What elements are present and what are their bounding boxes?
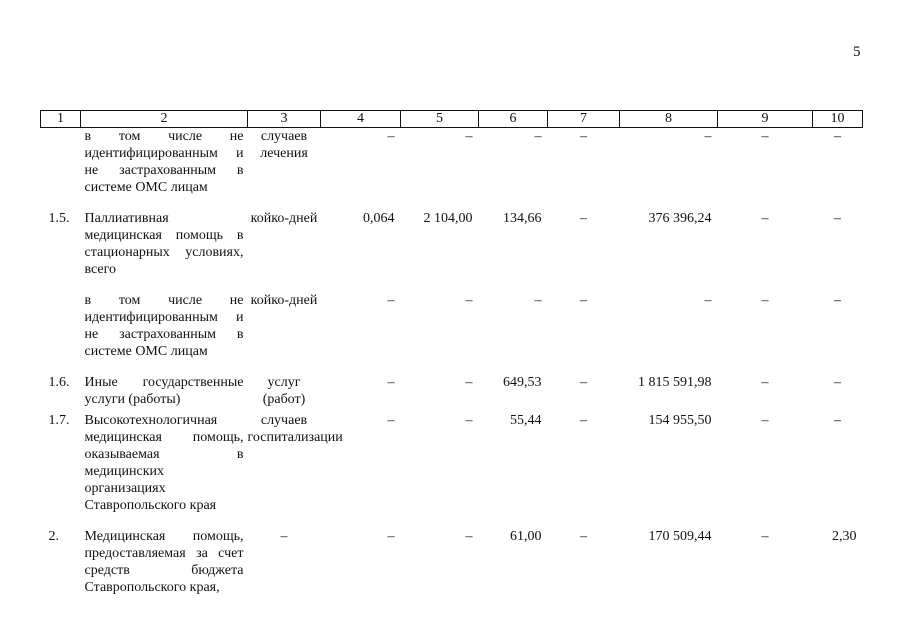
table-row xyxy=(41,412,863,514)
row-value-6: – xyxy=(534,129,542,144)
row-value-10: 2,30 xyxy=(832,529,857,544)
header-cell: 7 xyxy=(548,111,620,128)
row-number xyxy=(41,128,81,197)
row-value-7: – xyxy=(580,529,587,544)
row-value-5: – xyxy=(465,413,473,428)
row-value-8: 1 815 591,98 xyxy=(638,375,712,390)
row-value-5: – xyxy=(465,293,473,308)
row-value-10: – xyxy=(834,293,841,308)
row-value-9: – xyxy=(761,529,769,544)
table-row xyxy=(41,128,863,197)
row-value-7: – xyxy=(580,211,587,226)
table-row xyxy=(41,210,863,278)
row-value-7: – xyxy=(580,293,587,308)
row-value-10: – xyxy=(834,375,841,390)
header-cell: 4 xyxy=(321,111,401,128)
row-value-8: – xyxy=(704,129,712,144)
row-spacer xyxy=(41,360,863,374)
row-value-4: – xyxy=(387,375,395,390)
row-number xyxy=(41,292,81,360)
row-name: Паллиативная медицинская помощь в стационарных условиях, всего xyxy=(84,211,244,277)
column-number-header xyxy=(41,111,863,128)
row-value-5: 2 104,00 xyxy=(423,211,473,226)
row-spacer xyxy=(41,196,863,210)
row-value-9: – xyxy=(761,211,769,226)
row-value-6: 55,44 xyxy=(510,413,542,428)
row-value-5: – xyxy=(465,529,473,544)
row-value-8: 170 509,44 xyxy=(648,529,712,544)
row-unit: случаев госпитализации xyxy=(247,413,343,445)
row-value-7: – xyxy=(580,129,587,144)
row-name: Высокотехнологичная медицинская помощь, оказываемая в медицинских организациях Ставропольского края xyxy=(84,413,244,513)
row-value-5: – xyxy=(465,129,473,144)
row-name: Иные государственные услуги (работы) xyxy=(84,375,244,407)
header-cell: 3 xyxy=(248,111,321,128)
header-cell: 10 xyxy=(813,111,863,128)
row-value-6: 61,00 xyxy=(510,529,542,544)
row-value-10: – xyxy=(834,211,841,226)
table-row xyxy=(41,374,863,408)
row-value-7: – xyxy=(580,413,587,428)
row-unit: – xyxy=(280,529,288,544)
row-number: 1.7. xyxy=(48,413,70,428)
row-value-8: – xyxy=(704,293,712,308)
header-cell: 2 xyxy=(81,111,248,128)
row-value-6: – xyxy=(534,293,542,308)
row-value-8: 154 955,50 xyxy=(648,413,712,428)
row-value-4: – xyxy=(387,529,395,544)
row-value-4: – xyxy=(387,413,395,428)
row-name: в том числе не идентифицированным и не застрахованным в системе ОМС лицам xyxy=(84,129,244,195)
row-value-9: – xyxy=(761,129,769,144)
row-name: Медицинская помощь, предоставляемая за счет средств бюджета Ставропольского края, xyxy=(84,529,244,595)
row-value-4: – xyxy=(387,129,395,144)
row-value-6: 134,66 xyxy=(503,211,542,226)
row-value-10: – xyxy=(834,129,841,144)
row-value-8: 376 396,24 xyxy=(648,211,712,226)
header-cell: 1 xyxy=(41,111,81,128)
row-number: 1.6. xyxy=(48,375,70,390)
row-unit: койко-дней xyxy=(250,211,318,226)
row-number: 1.5. xyxy=(48,211,70,226)
table-row xyxy=(41,528,863,596)
row-value-9: – xyxy=(761,375,769,390)
row-unit: койко-дней xyxy=(250,293,318,308)
row-name: в том числе не идентифицированным и не застрахованным в системе ОМС лицам xyxy=(84,293,244,359)
row-value-4: 0,064 xyxy=(363,211,395,226)
header-cell: 5 xyxy=(401,111,479,128)
row-value-10: – xyxy=(834,413,841,428)
header-cell: 8 xyxy=(620,111,718,128)
data-table xyxy=(40,110,863,596)
header-cell: 9 xyxy=(718,111,813,128)
row-value-6: 649,53 xyxy=(503,375,542,390)
row-spacer xyxy=(41,278,863,292)
row-unit: услуг (работ) xyxy=(262,375,306,407)
row-value-9: – xyxy=(761,293,769,308)
row-value-4: – xyxy=(387,293,395,308)
row-unit: случаев лечения xyxy=(260,129,308,161)
page-number: 5 xyxy=(853,44,861,60)
row-value-7: – xyxy=(580,375,587,390)
row-number: 2. xyxy=(48,529,59,544)
row-spacer xyxy=(41,514,863,528)
row-value-5: – xyxy=(465,375,473,390)
table-row xyxy=(41,292,863,360)
row-value-9: – xyxy=(761,413,769,428)
header-cell: 6 xyxy=(479,111,548,128)
